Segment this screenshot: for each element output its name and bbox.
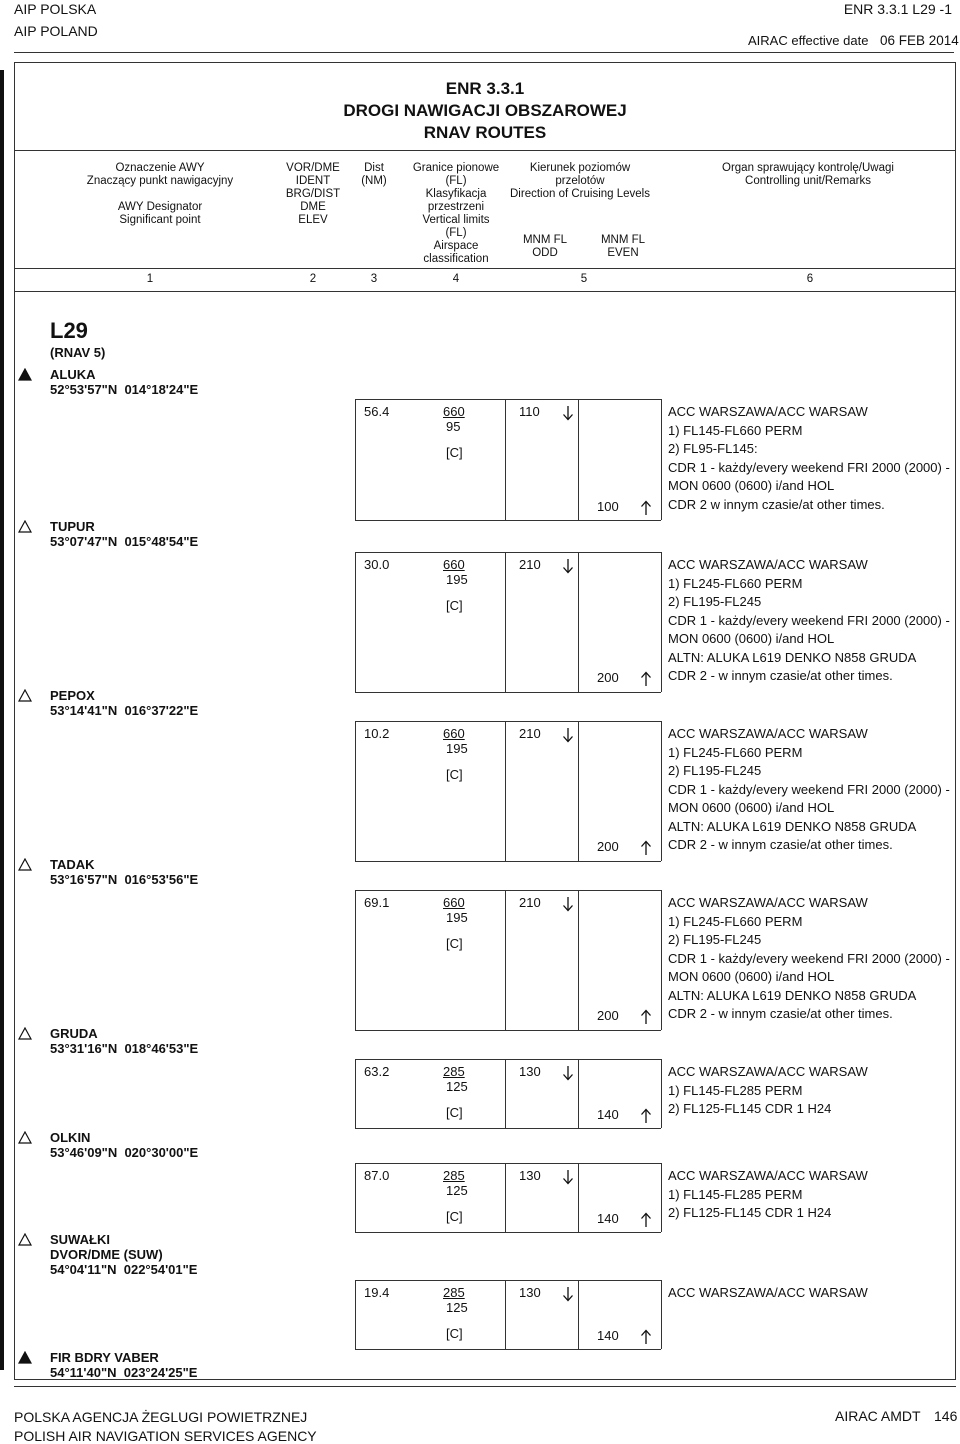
table-border-left bbox=[14, 62, 15, 1380]
title-line2: DROGI NAWIGACJI OBSZAROWEJ bbox=[343, 101, 627, 120]
footer-left-line2: POLISH AIR NAVIGATION SERVICES AGENCY bbox=[14, 1428, 317, 1444]
segment-column-rule bbox=[661, 890, 662, 1030]
remark-line: 2) FL195-FL245 bbox=[668, 594, 762, 609]
airspace-class: [C] bbox=[446, 1209, 463, 1224]
lower-limit: 125 bbox=[446, 1079, 468, 1094]
segment-column-rule bbox=[578, 890, 579, 1030]
segment-column-rule bbox=[578, 721, 579, 861]
remark-line: MON 0600 (0600) i/and HOL bbox=[668, 969, 835, 984]
arrow-down-icon bbox=[562, 896, 574, 917]
segment-distance: 30.0 bbox=[364, 557, 390, 572]
segment-rule-bottom bbox=[355, 861, 661, 862]
filled-triangle-icon bbox=[18, 368, 32, 386]
segment-column-rule bbox=[355, 890, 356, 1030]
segment-column-rule bbox=[505, 552, 506, 692]
arrow-down-icon bbox=[562, 727, 574, 748]
remark-line: CDR 1 - każdy/every weekend FRI 2000 (2000) - bbox=[668, 781, 950, 797]
segment-column-rule bbox=[578, 1059, 579, 1128]
arrow-down-icon bbox=[562, 1286, 574, 1307]
arrow-up-icon bbox=[640, 1009, 652, 1030]
segment-rule-top bbox=[355, 1059, 661, 1060]
upper-limit: 285 bbox=[443, 1064, 465, 1079]
even-fl: 100 bbox=[597, 498, 619, 514]
segment-distance: 10.2 bbox=[364, 726, 390, 741]
col-number-3: 3 bbox=[370, 273, 378, 285]
segment-distance: 69.1 bbox=[364, 895, 390, 910]
col-number-1: 1 bbox=[146, 273, 154, 285]
point-name: TUPUR bbox=[50, 519, 95, 534]
segment-column-rule bbox=[355, 1163, 356, 1232]
point-coordinates: 53°16'57"N 016°53'56"E bbox=[50, 872, 199, 887]
title-rule bbox=[14, 150, 956, 151]
point-name: TADAK bbox=[50, 857, 95, 872]
segment-rule-top bbox=[355, 721, 661, 722]
remark-line: CDR 1 - każdy/every weekend FRI 2000 (2000) - bbox=[668, 612, 950, 628]
segment-distance: 19.4 bbox=[364, 1285, 390, 1300]
upper-limit: 660 bbox=[443, 404, 465, 419]
open-triangle-icon bbox=[18, 858, 32, 876]
header-left-line1: AIP POLSKA bbox=[14, 1, 97, 17]
even-fl: 140 bbox=[597, 1328, 619, 1343]
remark-line: ALTN: ALUKA L619 DENKO N858 GRUDA bbox=[668, 987, 917, 1003]
airspace-class: [C] bbox=[446, 767, 463, 782]
arrow-down-icon bbox=[562, 1065, 574, 1086]
remark-line: MON 0600 (0600) i/and HOL bbox=[668, 478, 835, 493]
even-fl: 140 bbox=[597, 1107, 619, 1122]
footer-rule bbox=[14, 1386, 956, 1387]
remark-line: 1) FL245-FL660 PERM bbox=[668, 744, 803, 760]
segment-rule-bottom bbox=[355, 1030, 661, 1031]
odd-fl: 130 bbox=[519, 1285, 541, 1300]
point-name: SUWAŁKI bbox=[50, 1232, 110, 1247]
even-fl: 200 bbox=[597, 670, 619, 685]
remark-line: ACC WARSZAWA/ACC WARSAW bbox=[668, 1168, 868, 1183]
open-triangle-icon bbox=[18, 1233, 32, 1251]
header-rule bbox=[14, 52, 954, 53]
remark-line: CDR 2 w innym czasie/at other times. bbox=[668, 496, 885, 512]
segment-rule-top bbox=[355, 1163, 661, 1164]
point-name-secondary: DVOR/DME (SUW) bbox=[50, 1247, 163, 1262]
odd-fl: 130 bbox=[519, 1064, 541, 1079]
col1-header: Oznaczenie AWY Znaczący punkt nawigacyjny AWY Designator Significant point bbox=[86, 162, 234, 226]
point-coordinates: 54°11'40"N 023°24'25"E bbox=[50, 1365, 198, 1380]
remark-line: 1) FL245-FL660 PERM bbox=[668, 575, 803, 591]
point-coordinates: 52°53'57"N 014°18'24"E bbox=[50, 382, 199, 397]
upper-limit: 285 bbox=[443, 1285, 465, 1300]
segment-rule-top bbox=[355, 890, 661, 891]
remark-line: CDR 2 - w innym czasie/at other times. bbox=[668, 1006, 893, 1021]
table-border-right bbox=[955, 62, 956, 1380]
arrow-down-icon bbox=[562, 558, 574, 579]
odd-fl: 130 bbox=[519, 1168, 541, 1183]
segment-column-rule bbox=[355, 721, 356, 861]
airspace-class: [C] bbox=[446, 598, 463, 613]
col-number-5: 5 bbox=[580, 273, 588, 285]
point-name: FIR BDRY VABER bbox=[50, 1350, 159, 1365]
arrow-up-icon bbox=[640, 1329, 652, 1350]
route-spec: (RNAV 5) bbox=[50, 345, 106, 360]
odd-fl: 110 bbox=[519, 404, 540, 419]
remark-line: 2) FL95-FL145: bbox=[668, 441, 758, 456]
even-fl: 200 bbox=[597, 839, 619, 854]
point-coordinates: 54°04'11"N 022°54'01"E bbox=[50, 1262, 198, 1277]
airspace-class: [C] bbox=[446, 445, 463, 460]
arrow-up-icon bbox=[640, 671, 652, 692]
segment-column-rule bbox=[578, 399, 579, 520]
segment-rule-bottom bbox=[355, 692, 661, 693]
col3-header: Granice pionowe (FL) Klasyfikacja przestrzeni Vertical limits (FL) Airspace classification bbox=[412, 162, 500, 265]
col-number-6: 6 bbox=[806, 273, 814, 285]
header-left-line2: AIP POLAND bbox=[14, 23, 98, 39]
col4-header: Kierunek poziomów przelotów Direction of Cruising Levels bbox=[510, 162, 650, 200]
airspace-class: [C] bbox=[446, 1326, 463, 1341]
segment-column-rule bbox=[505, 399, 506, 520]
segment-column-rule bbox=[505, 1163, 506, 1232]
filled-triangle-icon bbox=[18, 1351, 32, 1369]
segment-distance: 56.4 bbox=[364, 404, 390, 419]
segment-distance: 63.2 bbox=[364, 1064, 390, 1079]
remark-line: 1) FL145-FL285 PERM bbox=[668, 1186, 803, 1202]
remark-line: 2) FL195-FL245 bbox=[668, 932, 762, 947]
open-triangle-icon bbox=[18, 1131, 32, 1149]
remark-line: ACC WARSZAWA/ACC WARSAW bbox=[668, 404, 868, 419]
remark-line: ALTN: ALUKA L619 DENKO N858 GRUDA bbox=[668, 818, 917, 834]
segment-column-rule bbox=[578, 1280, 579, 1349]
segment-column-rule bbox=[355, 1059, 356, 1128]
remark-line: MON 0600 (0600) i/and HOL bbox=[668, 800, 835, 815]
point-name: OLKIN bbox=[50, 1130, 91, 1145]
remark-line: 1) FL145-FL285 PERM bbox=[668, 1082, 803, 1098]
change-bar bbox=[0, 70, 4, 1370]
lower-limit: 195 bbox=[446, 572, 468, 587]
segment-column-rule bbox=[505, 1059, 506, 1128]
upper-limit: 660 bbox=[443, 895, 465, 910]
col-number-2: 2 bbox=[309, 273, 317, 285]
open-triangle-icon bbox=[18, 520, 32, 538]
remark-line: CDR 2 - w innym czasie/at other times. bbox=[668, 668, 893, 683]
upper-limit: 660 bbox=[443, 726, 465, 741]
lower-limit: 125 bbox=[446, 1300, 468, 1315]
point-name: PEPOX bbox=[50, 688, 95, 703]
remark-line: 2) FL125-FL145 CDR 1 H24 bbox=[668, 1101, 832, 1116]
remark-line: ALTN: ALUKA L619 DENKO N858 GRUDA bbox=[668, 649, 917, 665]
table-border-top bbox=[14, 62, 956, 63]
airac-date: 06 FEB 2014 bbox=[880, 33, 959, 48]
point-name: ALUKA bbox=[50, 367, 96, 382]
remark-line: ACC WARSZAWA/ACC WARSAW bbox=[668, 726, 868, 741]
col1b-header: VOR/DME IDENT BRG/DIST DME ELEV bbox=[285, 162, 341, 226]
point-coordinates: 53°46'09"N 020°30'00"E bbox=[50, 1145, 199, 1160]
header-page-ref: ENR 3.3.1 L29 -1 bbox=[843, 1, 952, 17]
remark-line: CDR 1 - każdy/every weekend FRI 2000 (2000) - bbox=[668, 950, 950, 966]
remark-line: 1) FL145-FL660 PERM bbox=[668, 422, 803, 438]
point-coordinates: 53°14'41"N 016°37'22"E bbox=[50, 703, 199, 718]
segment-column-rule bbox=[661, 1280, 662, 1349]
segment-column-rule bbox=[661, 1059, 662, 1128]
arrow-up-icon bbox=[640, 840, 652, 861]
airspace-class: [C] bbox=[446, 936, 463, 951]
airac-label: AIRAC effective date bbox=[748, 33, 869, 48]
odd-fl: 210 bbox=[519, 557, 541, 572]
point-coordinates: 53°31'16"N 018°46'53"E bbox=[50, 1041, 199, 1056]
segment-rule-bottom bbox=[355, 1349, 661, 1350]
remark-line: CDR 1 - każdy/every weekend FRI 2000 (2000) - bbox=[668, 459, 950, 475]
amdt-number: 146 bbox=[934, 1408, 958, 1424]
remark-line: 2) FL125-FL145 CDR 1 H24 bbox=[668, 1205, 832, 1220]
segment-rule-bottom bbox=[355, 520, 661, 521]
segment-column-rule bbox=[505, 890, 506, 1030]
point-coordinates: 53°07'47"N 015°48'54"E bbox=[50, 534, 199, 549]
remark-line: 1) FL245-FL660 PERM bbox=[668, 913, 803, 929]
lower-limit: 195 bbox=[446, 741, 468, 756]
col5-even-header: MNM FL EVEN bbox=[600, 234, 646, 259]
remark-line: ACC WARSZAWA/ACC WARSAW bbox=[668, 895, 868, 910]
segment-column-rule bbox=[661, 552, 662, 692]
remark-line: MON 0600 (0600) i/and HOL bbox=[668, 631, 835, 646]
even-fl: 200 bbox=[597, 1008, 619, 1023]
upper-limit: 285 bbox=[443, 1168, 465, 1183]
segment-column-rule bbox=[355, 399, 356, 520]
col-number-4: 4 bbox=[452, 273, 460, 285]
remark-line: ACC WARSZAWA/ACC WARSAW bbox=[668, 1285, 868, 1300]
remark-line: ACC WARSZAWA/ACC WARSAW bbox=[668, 557, 868, 572]
remark-line: 2) FL195-FL245 bbox=[668, 763, 762, 778]
point-name: GRUDA bbox=[50, 1026, 98, 1041]
remark-line: CDR 2 - w innym czasie/at other times. bbox=[668, 837, 893, 852]
col6-header: Organ sprawujący kontrolę/Uwagi Controlling unit/Remarks bbox=[722, 162, 894, 187]
segment-rule-top bbox=[355, 552, 661, 553]
segment-rule-top bbox=[355, 399, 661, 400]
segment-column-rule bbox=[661, 721, 662, 861]
segment-column-rule bbox=[505, 721, 506, 861]
header-rule-bottom bbox=[14, 291, 956, 292]
col4-odd-header: MNM FL ODD bbox=[522, 234, 568, 259]
segment-rule-bottom bbox=[355, 1232, 661, 1233]
arrow-up-icon bbox=[640, 500, 652, 521]
arrow-up-icon bbox=[640, 1108, 652, 1129]
lower-limit: 125 bbox=[446, 1183, 468, 1198]
open-triangle-icon bbox=[18, 1027, 32, 1045]
route-designator: L29 bbox=[50, 318, 88, 343]
odd-fl: 210 bbox=[519, 895, 541, 910]
amdt-label: AIRAC AMDT bbox=[835, 1408, 921, 1424]
upper-limit: 660 bbox=[443, 557, 465, 572]
segment-column-rule bbox=[505, 1280, 506, 1349]
title-line3: RNAV ROUTES bbox=[423, 123, 547, 142]
segment-column-rule bbox=[355, 552, 356, 692]
arrow-down-icon bbox=[562, 405, 574, 426]
lower-limit: 95 bbox=[446, 419, 461, 434]
segment-column-rule bbox=[661, 399, 662, 520]
header-rule-top bbox=[14, 268, 956, 269]
segment-column-rule bbox=[661, 1163, 662, 1232]
open-triangle-icon bbox=[18, 689, 32, 707]
segment-column-rule bbox=[578, 552, 579, 692]
title-line1: ENR 3.3.1 bbox=[445, 79, 525, 98]
arrow-up-icon bbox=[640, 1212, 652, 1233]
arrow-down-icon bbox=[562, 1169, 574, 1190]
segment-column-rule bbox=[578, 1163, 579, 1232]
segment-distance: 87.0 bbox=[364, 1168, 390, 1183]
footer-left-line1: POLSKA AGENCJA ŻEGLUGI POWIETRZNEJ bbox=[14, 1409, 308, 1425]
remark-line: ACC WARSZAWA/ACC WARSAW bbox=[668, 1064, 868, 1079]
airspace-class: [C] bbox=[446, 1105, 463, 1120]
lower-limit: 195 bbox=[446, 910, 468, 925]
segment-column-rule bbox=[355, 1280, 356, 1349]
odd-fl: 210 bbox=[519, 726, 541, 741]
col2-header: Dist (NM) bbox=[361, 162, 387, 187]
segment-rule-bottom bbox=[355, 1128, 661, 1129]
segment-rule-top bbox=[355, 1280, 661, 1281]
even-fl: 140 bbox=[597, 1211, 619, 1226]
